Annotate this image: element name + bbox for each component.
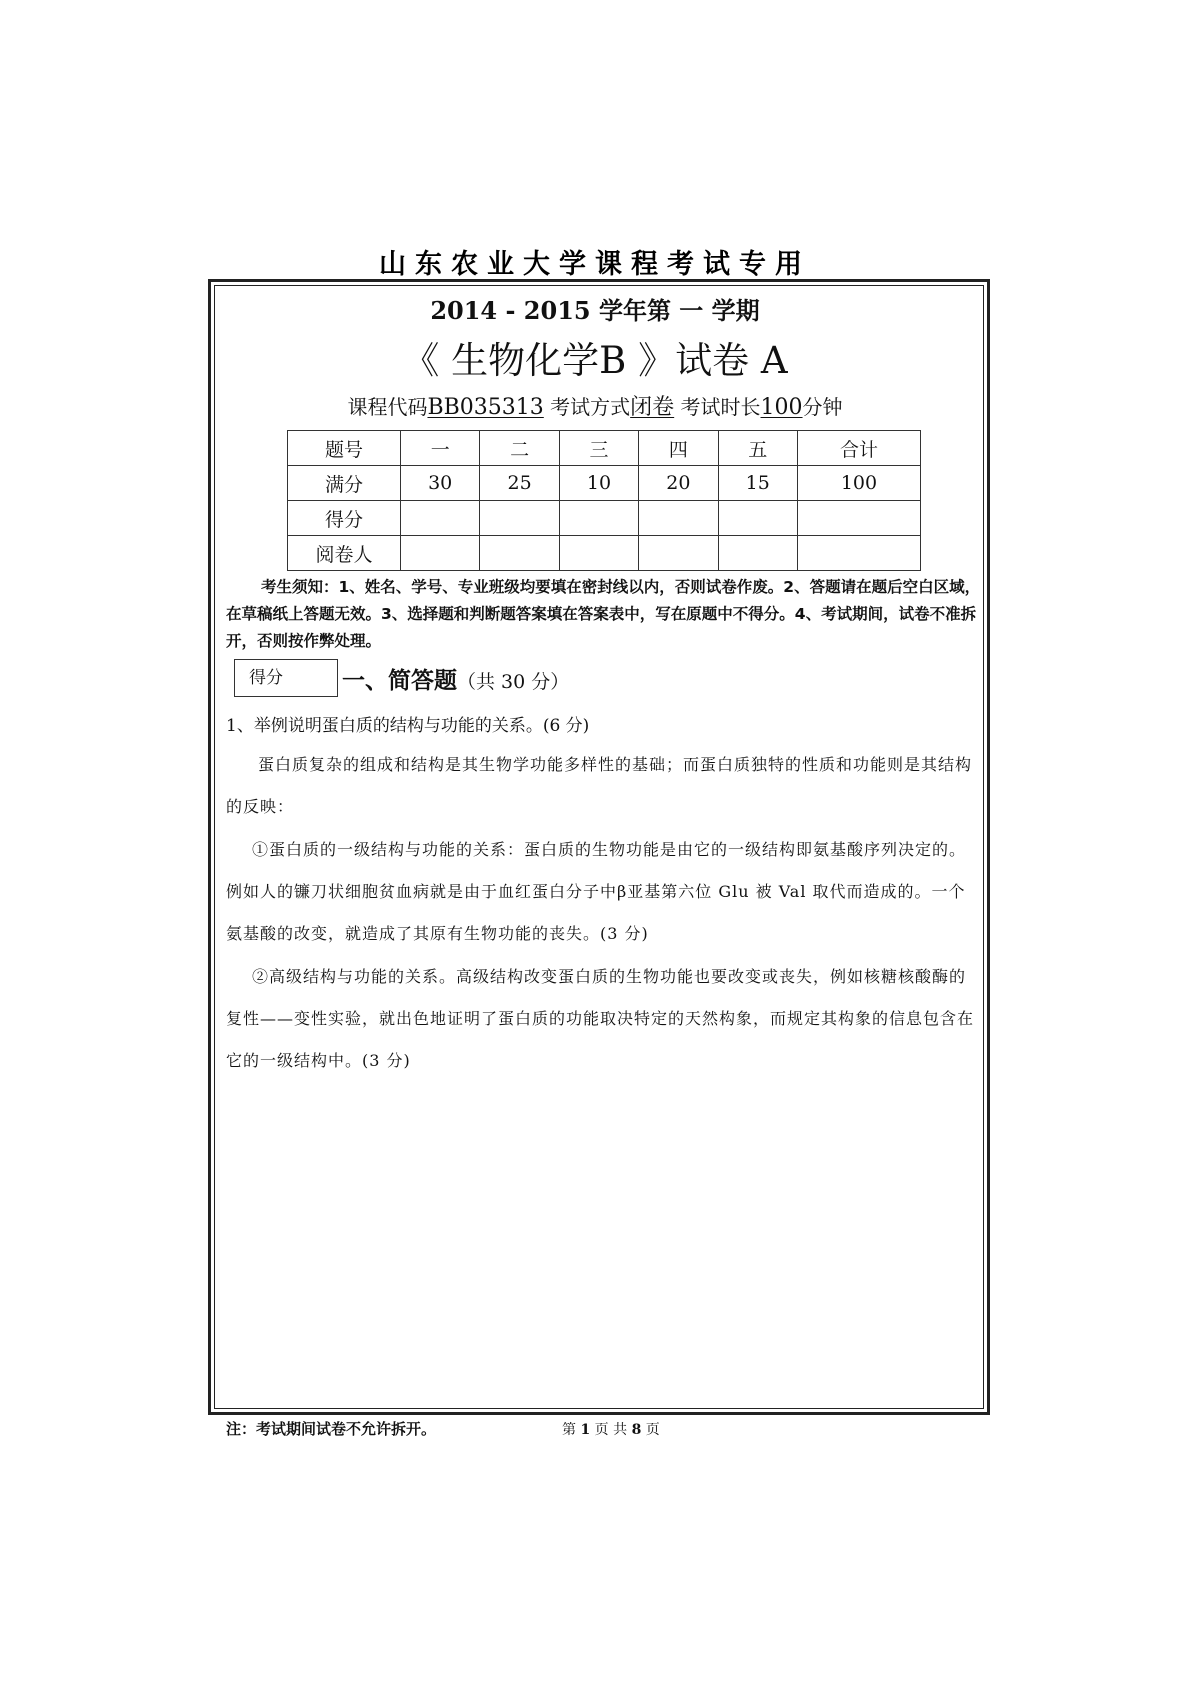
score-table-cell: 满分: [288, 466, 401, 501]
score-table-header-cell: 三: [559, 431, 638, 466]
score-table-cell: 20: [639, 466, 718, 501]
footer-note: 注：考试期间试卷不允许拆开。: [226, 1420, 437, 1438]
section-score-box: 得分: [234, 659, 338, 697]
section-title: [342, 662, 569, 695]
score-table-header-cell: 四: [639, 431, 718, 466]
score-table-cell: [480, 501, 559, 536]
exam-notice: 考生须知：1、姓名、学号、专业班级均要填在密封线以内，否则试卷作废。2、答题请在题后空白区域，在草稿纸上答题无效。3、选择题和判断题答案填在答案表中，写在原题中不得分。4、考试期间，试卷不准拆开，否则按作弊处理。: [226, 578, 981, 650]
score-table-header-cell: 题号: [288, 431, 401, 466]
score-table-cell: 10: [559, 466, 638, 501]
page-total: 8: [631, 1422, 642, 1438]
score-table: [287, 430, 921, 571]
score-table-header-cell: 二: [480, 431, 559, 466]
course-code: BB035313: [427, 395, 544, 420]
exam-title: 《 生物化学B 》试卷 A: [402, 339, 788, 382]
score-table-cell: 25: [480, 466, 559, 501]
score-table-cell: [559, 536, 638, 571]
score-table-header-cell: 五: [718, 431, 797, 466]
institution-title: 山东农业大学课程考试专用: [379, 249, 811, 280]
score-table-cell: [797, 536, 920, 571]
score-table-header-cell: 一: [401, 431, 480, 466]
score-table-cell: [797, 501, 920, 536]
score-table-cell: 得分: [288, 501, 401, 536]
score-table-cell: 100: [797, 466, 920, 501]
score-table-cell: [401, 501, 480, 536]
score-table-cell: [480, 536, 559, 571]
duration-label: 考试时长: [680, 395, 761, 419]
exam-mode-label: 考试方式: [550, 395, 631, 419]
score-table-cell: 15: [718, 466, 797, 501]
course-info: [0, 390, 1190, 421]
answer-paragraph: ①蛋白质的一级结构与功能的关系：蛋白质的生物功能是由它的一级结构即氨基酸序列决定的。例如人的镰刀状细胞贫血病就是由于血红蛋白分子中β亚基第六位 Glu 被 Val 取代而造成的。一个氨基酸的改变，就造成了其原有生物功能的丧失。(3 分): [226, 840, 967, 943]
score-table-cell: 30: [401, 466, 480, 501]
score-table-cell: [639, 501, 718, 536]
answer-paragraph: 蛋白质复杂的组成和结构是其生物学功能多样性的基础；而蛋白质独特的性质和功能则是其结构的反映：: [226, 755, 973, 816]
term: 2014 - 2015 学年第 一 学期: [430, 296, 760, 325]
score-table-cell: [559, 501, 638, 536]
page-number: [562, 1419, 660, 1439]
duration-unit: 分钟: [802, 395, 843, 419]
page-middle: 页 共: [594, 1422, 628, 1438]
question-text: 1、举例说明蛋白质的结构与功能的关系。(6 分): [226, 716, 590, 736]
section-title-text: 一、简答题: [342, 667, 457, 694]
score-table-cell: [401, 536, 480, 571]
section-points: （共 30 分）: [457, 671, 570, 693]
score-table-cell: 阅卷人: [288, 536, 401, 571]
score-table-cell: [718, 501, 797, 536]
score-table-row-full-marks: [288, 466, 921, 501]
score-table-cell: [718, 536, 797, 571]
score-table-cell: [639, 536, 718, 571]
exam-mode: 闭卷: [630, 395, 675, 420]
answer-paragraph: ②高级结构与功能的关系。高级结构改变蛋白质的生物功能也要改变或丧失，例如核糖核酸酶的复性——变性实验，就出色地证明了蛋白质的功能取决特定的天然构象，而规定其构象的信息包含在它的一级结构中。(3 分): [226, 967, 975, 1070]
duration: 100: [760, 395, 803, 420]
score-table-header-row: [288, 431, 921, 466]
score-table-header-cell: 合计: [797, 431, 920, 466]
score-table-row-score: [288, 501, 921, 536]
page-suffix: 页: [645, 1422, 660, 1438]
page-current: 1: [580, 1422, 591, 1438]
page-prefix: 第: [562, 1422, 576, 1438]
course-code-label: 课程代码: [347, 395, 428, 419]
score-table-row-grader: [288, 536, 921, 571]
